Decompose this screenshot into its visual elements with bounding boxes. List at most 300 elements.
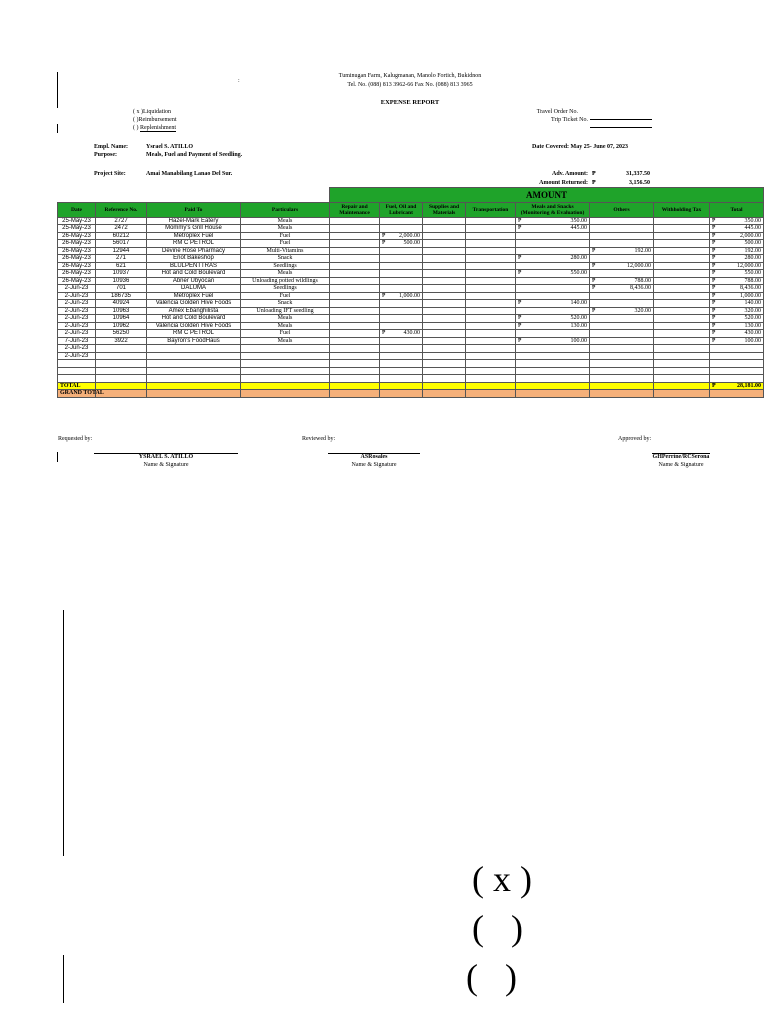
reference-cell — [96, 367, 147, 375]
particulars-cell — [241, 217, 330, 225]
column-header: Transportation — [466, 202, 516, 217]
total-amount — [710, 382, 764, 390]
peso-sign: ₱ — [712, 337, 716, 344]
fuel-cell — [380, 367, 423, 375]
meals-cell — [516, 315, 590, 323]
supplies-cell — [423, 262, 466, 270]
table-row — [58, 247, 764, 255]
repair-cell — [330, 277, 380, 285]
reference-cell-value: 10964 — [112, 315, 130, 321]
paid-to-cell-value: Devine Rose Pharmacy — [161, 247, 226, 254]
meals-cell — [516, 277, 590, 285]
transportation-cell — [466, 352, 516, 360]
table-row — [58, 345, 764, 353]
particulars-cell — [241, 352, 330, 360]
fuel-cell — [380, 322, 423, 330]
table-row — [58, 217, 764, 225]
particulars-cell — [241, 337, 330, 345]
requested-by-label: Requested by: — [58, 436, 93, 442]
table-row — [58, 270, 764, 278]
supplies-cell — [423, 360, 466, 368]
margin-rule — [57, 72, 58, 108]
column-header: Others — [590, 202, 654, 217]
supplies-cell — [423, 330, 466, 338]
header-colon: : — [238, 78, 240, 84]
peso-sign: ₱ — [712, 270, 716, 276]
date-cell-value: 2-Jun-23 — [64, 285, 89, 291]
date-cell-value: 26-May-23 — [62, 240, 91, 246]
particulars-cell-value: Multi-Vitamins — [266, 247, 304, 254]
date-cell — [58, 360, 96, 368]
trip-ticket-label: Trip Ticket No. — [551, 117, 588, 123]
supplies-cell — [423, 292, 466, 300]
particulars-cell — [241, 285, 330, 293]
grand-total-row — [58, 390, 764, 398]
big-mark-x: ( x ) — [472, 859, 532, 899]
fuel-cell-value: 500.00 — [403, 240, 420, 246]
particulars-cell-value: Fuel — [279, 292, 291, 299]
paid-to-cell — [147, 247, 241, 255]
transportation-cell — [466, 337, 516, 345]
reference-cell — [96, 300, 147, 308]
repair-cell — [330, 307, 380, 315]
supplies-cell — [423, 307, 466, 315]
transportation-cell — [466, 307, 516, 315]
meals-cell — [516, 217, 590, 225]
grand-total-empty-cell — [516, 390, 590, 398]
particulars-cell-value: Meals — [277, 337, 293, 344]
amount-band: AMOUNT — [330, 188, 764, 203]
withholding-cell — [654, 375, 710, 383]
supplies-cell — [423, 277, 466, 285]
others-cell-value: 8,436.00 — [630, 285, 651, 291]
project-site-label: Project Site: — [94, 171, 126, 177]
meals-cell — [516, 300, 590, 308]
paid-to-cell — [147, 307, 241, 315]
peso-sign: ₱ — [518, 217, 522, 224]
reference-cell — [96, 255, 147, 263]
total-cell — [710, 240, 764, 248]
withholding-cell — [654, 270, 710, 278]
report-title: EXPENSE REPORT — [380, 99, 440, 106]
others-cell — [590, 345, 654, 353]
total-cell-value: 550.00 — [744, 270, 761, 276]
supplies-cell — [423, 255, 466, 263]
withholding-cell — [654, 232, 710, 240]
grand-total-empty-cell — [330, 390, 380, 398]
grand-total-empty-cell — [710, 390, 764, 398]
date-cell — [58, 352, 96, 360]
peso-sign: ₱ — [592, 247, 596, 254]
paid-to-cell — [147, 367, 241, 375]
total-cell — [710, 360, 764, 368]
expense-table — [57, 187, 764, 398]
repair-cell — [330, 247, 380, 255]
total-empty-cell — [96, 382, 147, 390]
fuel-cell — [380, 240, 423, 248]
reference-cell — [96, 307, 147, 315]
meals-cell — [516, 367, 590, 375]
total-empty-cell — [330, 382, 380, 390]
table-row — [58, 255, 764, 263]
supplies-cell — [423, 300, 466, 308]
paid-to-cell-value: Enot Bakeshop — [173, 255, 214, 261]
travel-order-line — [590, 119, 652, 120]
total-cell — [710, 367, 764, 375]
repair-cell — [330, 375, 380, 383]
repair-cell — [330, 225, 380, 233]
particulars-cell — [241, 330, 330, 338]
date-cell-value: 7-Jun-23 — [64, 337, 89, 344]
paid-to-cell-value: Metroplex Fuel — [173, 232, 214, 239]
date-cell — [58, 375, 96, 383]
date-cell — [58, 232, 96, 240]
date-cell — [58, 292, 96, 300]
repair-cell — [330, 367, 380, 375]
paid-to-cell — [147, 285, 241, 293]
margin-rule — [57, 452, 58, 462]
fuel-cell — [380, 262, 423, 270]
reference-cell — [96, 240, 147, 248]
repair-cell — [330, 315, 380, 323]
paid-to-cell-value: BLULPENTTRAS — [169, 262, 217, 269]
adv-amount-label: Adv. Amount: — [551, 171, 588, 177]
fuel-cell — [380, 315, 423, 323]
requested-name: YSRAEL S. ATILLO — [138, 454, 194, 460]
reviewed-name: ASRosales — [360, 454, 388, 460]
empl-name: Ysrael S. ATILLO — [146, 144, 194, 150]
total-cell — [710, 337, 764, 345]
date-cell-value: 25-May-23 — [62, 225, 91, 231]
others-cell — [590, 367, 654, 375]
supplies-cell — [423, 285, 466, 293]
particulars-cell — [241, 307, 330, 315]
meals-cell — [516, 322, 590, 330]
paid-to-cell — [147, 300, 241, 308]
particulars-cell-value: Meals — [277, 322, 293, 329]
total-cell — [710, 270, 764, 278]
particulars-cell — [241, 375, 330, 383]
paid-to-cell-value: RM C PETROL — [172, 330, 214, 336]
supplies-cell — [423, 337, 466, 345]
option-liquidation: ( x )Liquidation — [133, 109, 171, 115]
peso-sign: ₱ — [592, 285, 596, 291]
peso-sign: ₱ — [518, 225, 522, 231]
transportation-cell — [466, 255, 516, 263]
table-row — [58, 375, 764, 383]
meals-cell-value: 100.00 — [570, 337, 587, 344]
reference-cell-value: 701 — [115, 285, 126, 291]
repair-cell — [330, 330, 380, 338]
supplies-cell — [423, 352, 466, 360]
meals-cell — [516, 255, 590, 263]
repair-cell — [330, 217, 380, 225]
transportation-cell — [466, 322, 516, 330]
others-cell — [590, 300, 654, 308]
date-cell — [58, 247, 96, 255]
fuel-cell — [380, 330, 423, 338]
table-row — [58, 285, 764, 293]
particulars-cell-value: Seedlings — [273, 262, 297, 269]
total-row — [58, 382, 764, 390]
date-cell — [58, 330, 96, 338]
reference-cell — [96, 247, 147, 255]
others-cell-value: 192.00 — [634, 247, 651, 254]
particulars-cell — [241, 270, 330, 278]
reference-cell-value: 56017 — [112, 240, 130, 246]
particulars-cell-value: Meals — [277, 217, 293, 224]
particulars-cell-value: Unloading IFT seedling — [256, 307, 314, 314]
adv-amount-value: 31,337.50 — [626, 171, 650, 177]
particulars-cell — [241, 255, 330, 263]
peso-sign: ₱ — [712, 240, 716, 246]
repair-cell — [330, 240, 380, 248]
paid-to-cell-value: Valencia Golden Hive Foods — [155, 300, 232, 306]
peso-sign: ₱ — [592, 307, 596, 314]
date-cell-value: 26-May-23 — [62, 262, 91, 269]
total-cell — [710, 315, 764, 323]
returned-peso: ₱ — [592, 180, 596, 186]
paid-to-cell — [147, 345, 241, 353]
fuel-cell — [380, 352, 423, 360]
fuel-cell — [380, 345, 423, 353]
repair-cell — [330, 345, 380, 353]
total-cell-value: 8,436.00 — [740, 285, 761, 291]
table-row — [58, 277, 764, 285]
withholding-cell — [654, 255, 710, 263]
peso-sign: ₱ — [518, 255, 522, 261]
total-cell — [710, 352, 764, 360]
supplies-cell — [423, 345, 466, 353]
particulars-cell — [241, 247, 330, 255]
paid-to-cell — [147, 232, 241, 240]
reference-cell — [96, 352, 147, 360]
repair-cell — [330, 360, 380, 368]
others-cell — [590, 247, 654, 255]
particulars-cell-value: Meals — [277, 270, 293, 276]
others-cell — [590, 240, 654, 248]
fuel-cell — [380, 375, 423, 383]
fuel-cell-value: 1,000.00 — [399, 292, 420, 299]
reference-cell — [96, 315, 147, 323]
meals-cell — [516, 337, 590, 345]
table-row — [58, 330, 764, 338]
transportation-cell — [466, 225, 516, 233]
date-cell — [58, 345, 96, 353]
repair-cell — [330, 322, 380, 330]
date-cell — [58, 367, 96, 375]
total-cell-value: 192.00 — [744, 247, 761, 254]
amount-returned-value: 3,156.50 — [629, 180, 650, 186]
column-header: Withholding Tax — [654, 202, 710, 217]
total-cell — [710, 345, 764, 353]
transportation-cell — [466, 345, 516, 353]
withholding-cell — [654, 352, 710, 360]
date-cell — [58, 240, 96, 248]
transportation-cell — [466, 360, 516, 368]
date-cell — [58, 315, 96, 323]
table-row — [58, 315, 764, 323]
particulars-cell-value: Meals — [277, 225, 293, 231]
paid-to-cell — [147, 330, 241, 338]
supplies-cell — [423, 247, 466, 255]
paid-to-cell-value: Mommy's Grill House — [165, 225, 222, 231]
approved-name: GHPerrine/RCSerona — [652, 454, 710, 460]
date-cell-value: 2-Jun-23 — [64, 292, 89, 299]
peso-sign: ₱ — [518, 270, 522, 276]
others-cell — [590, 217, 654, 225]
reference-cell-value: 10936 — [112, 277, 130, 284]
withholding-cell — [654, 360, 710, 368]
total-cell — [710, 225, 764, 233]
contact-info: Tel. No. (088) 813 3962-66 Fax No. (088) 813 3965 — [347, 82, 473, 88]
column-header: Total — [710, 202, 764, 217]
withholding-cell — [654, 367, 710, 375]
supplies-cell — [423, 375, 466, 383]
meals-cell — [516, 345, 590, 353]
reference-cell-value: 12944 — [112, 247, 130, 254]
total-label-value: TOTAL — [60, 382, 81, 389]
paid-to-cell — [147, 255, 241, 263]
others-cell — [590, 307, 654, 315]
column-header: Fuel, Oil and Lubricant — [380, 202, 423, 217]
meals-cell — [516, 240, 590, 248]
fuel-cell — [380, 307, 423, 315]
grand-total-empty-cell — [380, 390, 423, 398]
meals-cell-value: 550.00 — [570, 270, 587, 276]
paid-to-cell — [147, 375, 241, 383]
fuel-cell — [380, 292, 423, 300]
others-cell — [590, 262, 654, 270]
meals-cell-value: 445.00 — [570, 225, 587, 231]
table-row — [58, 307, 764, 315]
peso-sign: ₱ — [382, 240, 386, 246]
total-cell — [710, 307, 764, 315]
meals-cell — [516, 225, 590, 233]
paid-to-cell-value: Valencia Golden Hive Foods — [155, 322, 232, 329]
grand-total-empty-cell — [654, 390, 710, 398]
transportation-cell — [466, 285, 516, 293]
paid-to-cell-value: Metroplex Fuel — [173, 292, 214, 299]
others-cell — [590, 360, 654, 368]
meals-cell — [516, 292, 590, 300]
withholding-cell — [654, 292, 710, 300]
grand-total-empty-cell — [466, 390, 516, 398]
peso-sign: ₱ — [712, 225, 716, 231]
others-cell — [590, 352, 654, 360]
column-header: Paid To — [147, 202, 241, 217]
others-cell-value: 320.00 — [634, 307, 651, 314]
particulars-cell — [241, 262, 330, 270]
margin-rule — [63, 610, 64, 856]
total-empty-cell — [654, 382, 710, 390]
total-amount-value: 28,181.00 — [737, 382, 761, 389]
meals-cell — [516, 330, 590, 338]
supplies-cell — [423, 232, 466, 240]
option-replenishment-label: Replenishment — [140, 125, 176, 131]
table-row — [58, 240, 764, 248]
reference-cell-value: 2472 — [114, 225, 128, 231]
reference-cell-value: 10962 — [112, 322, 130, 329]
meals-cell — [516, 375, 590, 383]
reference-cell — [96, 360, 147, 368]
reference-cell — [96, 375, 147, 383]
transportation-cell — [466, 270, 516, 278]
reference-cell-value: 621 — [115, 262, 126, 269]
withholding-cell — [654, 307, 710, 315]
peso-sign: ₱ — [518, 322, 522, 329]
reference-cell — [96, 285, 147, 293]
reference-cell — [96, 232, 147, 240]
total-empty-cell — [380, 382, 423, 390]
date-cell — [58, 307, 96, 315]
total-cell-value: 788.00 — [744, 277, 761, 284]
approved-by-label: Approved by: — [618, 436, 652, 442]
repair-cell — [330, 300, 380, 308]
reference-cell-value: 271 — [115, 255, 126, 261]
empl-name-label: Empl. Name: — [94, 144, 128, 150]
peso-sign: ₱ — [518, 337, 522, 344]
repair-cell — [330, 232, 380, 240]
total-cell — [710, 375, 764, 383]
others-cell — [590, 292, 654, 300]
grand-total-empty-cell — [590, 390, 654, 398]
others-cell — [590, 277, 654, 285]
table-row — [58, 225, 764, 233]
supplies-cell — [423, 217, 466, 225]
repair-cell — [330, 285, 380, 293]
approved-caption: Name & Signature — [658, 462, 704, 468]
reference-cell-value: 40924 — [112, 300, 130, 306]
transportation-cell — [466, 262, 516, 270]
peso-sign: ₱ — [592, 277, 596, 284]
paid-to-cell — [147, 262, 241, 270]
total-cell — [710, 232, 764, 240]
grand-total-empty-cell — [241, 390, 330, 398]
total-cell-value: 140.00 — [744, 300, 761, 306]
big-mark-empty: ( ) — [472, 908, 523, 948]
fuel-cell — [380, 337, 423, 345]
particulars-cell — [241, 232, 330, 240]
date-cell-value: 2-Jun-23 — [64, 300, 89, 306]
paid-to-cell — [147, 225, 241, 233]
peso-sign: ₱ — [712, 322, 716, 329]
total-cell-value: 445.00 — [744, 225, 761, 231]
total-cell — [710, 322, 764, 330]
particulars-cell-value: Fuel — [279, 232, 291, 239]
big-mark-empty: ( ) — [466, 957, 517, 997]
peso-sign: ₱ — [712, 255, 716, 261]
withholding-cell — [654, 217, 710, 225]
reference-cell — [96, 225, 147, 233]
paid-to-cell-value: Abner Ubyocan — [172, 277, 215, 284]
withholding-cell — [654, 315, 710, 323]
reference-cell — [96, 217, 147, 225]
meals-cell — [516, 270, 590, 278]
others-cell — [590, 322, 654, 330]
meals-cell — [516, 360, 590, 368]
reference-cell — [96, 337, 147, 345]
meals-cell-value: 130.00 — [570, 322, 587, 329]
transportation-cell — [466, 217, 516, 225]
fuel-cell — [380, 300, 423, 308]
date-cell — [58, 225, 96, 233]
meals-cell — [516, 352, 590, 360]
peso-sign: ₱ — [712, 315, 716, 321]
peso-sign: ₱ — [712, 277, 716, 284]
fuel-cell — [380, 247, 423, 255]
withholding-cell — [654, 247, 710, 255]
